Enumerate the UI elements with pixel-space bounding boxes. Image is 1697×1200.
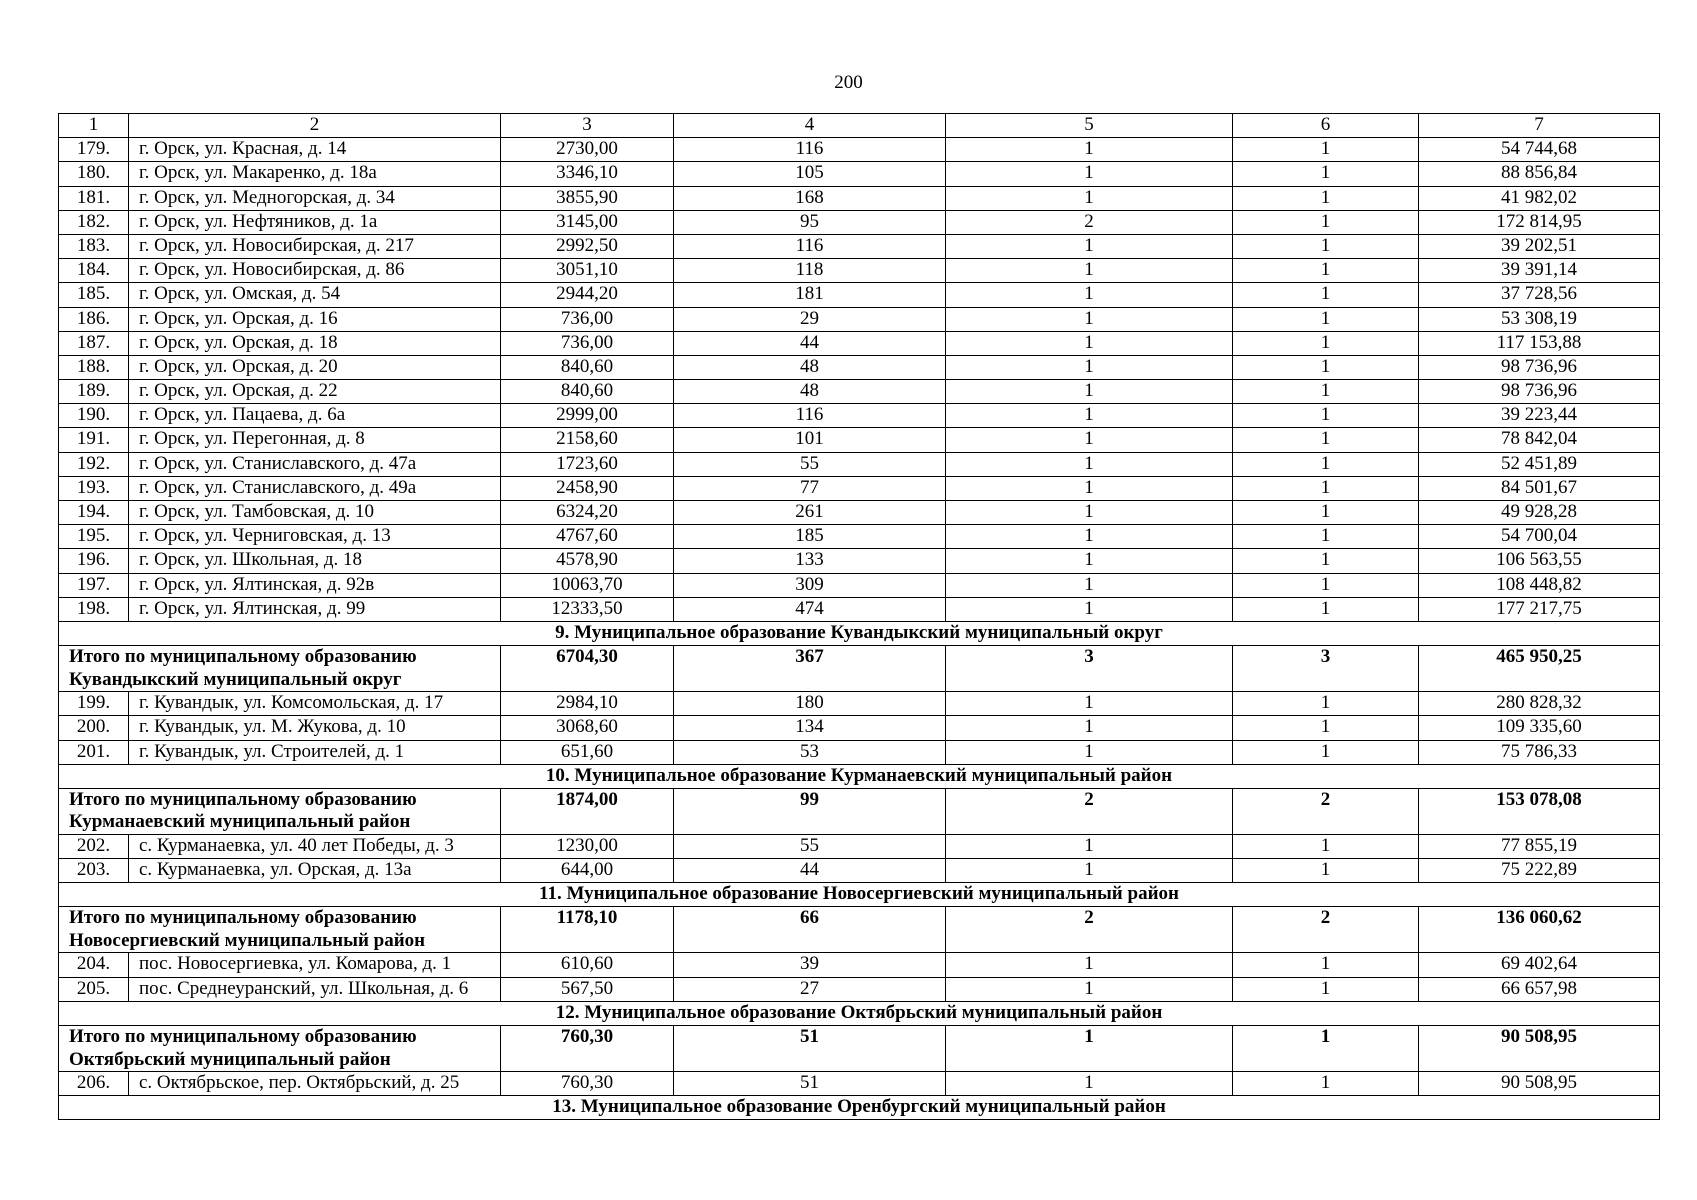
address-cell: г. Орск, ул. Нефтяников, д. 1а xyxy=(129,210,501,234)
residents-cell: 39 xyxy=(674,953,946,977)
count-cell: 1 xyxy=(946,380,1233,404)
table-row xyxy=(59,404,1660,428)
page-number: 200 xyxy=(834,72,863,93)
table-row xyxy=(59,549,1660,573)
section-heading-row xyxy=(59,1096,1660,1120)
header-cell: 1 xyxy=(59,114,129,138)
address-cell: г. Орск, ул. Тамбовская, д. 10 xyxy=(129,501,501,525)
section-title: 10. Муниципальное образование Курманаевский муниципальный район xyxy=(59,764,1660,788)
count-cell: 1 xyxy=(1233,573,1419,597)
amount-cell: 108 448,82 xyxy=(1419,573,1660,597)
address-cell: г. Орск, ул. Пацаева, д. 6а xyxy=(129,404,501,428)
area-cell: 2730,00 xyxy=(501,138,674,162)
count-cell: 1 xyxy=(1233,977,1419,1001)
area-cell: 4767,60 xyxy=(501,525,674,549)
table-row xyxy=(59,525,1660,549)
count-cell: 1 xyxy=(1233,1072,1419,1096)
residents-cell: 116 xyxy=(674,404,946,428)
residents-cell: 27 xyxy=(674,977,946,1001)
count-cell: 1 xyxy=(946,525,1233,549)
count-cell: 1 xyxy=(946,692,1233,716)
area-cell: 760,30 xyxy=(501,1072,674,1096)
count-cell: 1 xyxy=(1233,186,1419,210)
table-row xyxy=(59,977,1660,1001)
area-cell: 3346,10 xyxy=(501,162,674,186)
amount-cell: 177 217,75 xyxy=(1419,597,1660,621)
area-cell: 651,60 xyxy=(501,740,674,764)
amount-cell: 54 700,04 xyxy=(1419,525,1660,549)
count-cell: 1 xyxy=(946,186,1233,210)
residents-cell: 134 xyxy=(674,716,946,740)
subtotal-label-line: Новосергиевский муниципальный район xyxy=(69,929,426,951)
subtotal-area: 1874,00 xyxy=(501,788,674,834)
row-number: 198. xyxy=(59,597,129,621)
table-row xyxy=(59,476,1660,500)
row-number: 203. xyxy=(59,859,129,883)
residents-cell: 44 xyxy=(674,331,946,355)
count-cell: 1 xyxy=(946,283,1233,307)
table-row xyxy=(59,186,1660,210)
count-cell: 1 xyxy=(946,476,1233,500)
subtotal-label-line: Итого по муниципальному образованию xyxy=(69,907,417,929)
residents-cell: 185 xyxy=(674,525,946,549)
table-row xyxy=(59,380,1660,404)
subtotal-label xyxy=(59,788,501,834)
address-cell: г. Кувандык, ул. Строителей, д. 1 xyxy=(129,740,501,764)
residents-cell: 261 xyxy=(674,501,946,525)
count-cell: 1 xyxy=(1233,549,1419,573)
amount-cell: 280 828,32 xyxy=(1419,692,1660,716)
count-cell: 1 xyxy=(946,859,1233,883)
row-number: 185. xyxy=(59,283,129,307)
count-cell: 1 xyxy=(1233,525,1419,549)
table-row xyxy=(59,597,1660,621)
subtotal-residents: 51 xyxy=(674,1026,946,1072)
residents-cell: 29 xyxy=(674,307,946,331)
row-number: 191. xyxy=(59,428,129,452)
table-row xyxy=(59,162,1660,186)
area-cell: 2158,60 xyxy=(501,428,674,452)
residents-cell: 116 xyxy=(674,234,946,258)
data-table xyxy=(58,113,1660,1120)
count-cell: 1 xyxy=(946,573,1233,597)
residents-cell: 133 xyxy=(674,549,946,573)
count-cell: 1 xyxy=(1233,834,1419,858)
residents-cell: 51 xyxy=(674,1072,946,1096)
address-cell: г. Орск, ул. Станиславского, д. 47а xyxy=(129,452,501,476)
subtotal-amount: 90 508,95 xyxy=(1419,1026,1660,1072)
amount-cell: 84 501,67 xyxy=(1419,476,1660,500)
row-number: 180. xyxy=(59,162,129,186)
header-cell: 3 xyxy=(501,114,674,138)
row-number: 193. xyxy=(59,476,129,500)
count-cell: 1 xyxy=(946,307,1233,331)
area-cell: 2999,00 xyxy=(501,404,674,428)
amount-cell: 106 563,55 xyxy=(1419,549,1660,573)
residents-cell: 53 xyxy=(674,740,946,764)
header-row xyxy=(59,114,1660,138)
area-cell: 567,50 xyxy=(501,977,674,1001)
section-heading-row xyxy=(59,621,1660,645)
subtotal-label xyxy=(59,646,501,692)
row-number: 196. xyxy=(59,549,129,573)
count-cell: 1 xyxy=(1233,740,1419,764)
address-cell: г. Орск, ул. Школьная, д. 18 xyxy=(129,549,501,573)
residents-cell: 105 xyxy=(674,162,946,186)
count-cell: 1 xyxy=(946,404,1233,428)
area-cell: 2984,10 xyxy=(501,692,674,716)
amount-cell: 53 308,19 xyxy=(1419,307,1660,331)
count-cell: 1 xyxy=(946,452,1233,476)
amount-cell: 69 402,64 xyxy=(1419,953,1660,977)
address-cell: г. Орск, ул. Омская, д. 54 xyxy=(129,283,501,307)
row-number: 187. xyxy=(59,331,129,355)
count-cell: 1 xyxy=(1233,716,1419,740)
table-row xyxy=(59,428,1660,452)
address-cell: пос. Среднеуранский, ул. Школьная, д. 6 xyxy=(129,977,501,1001)
area-cell: 840,60 xyxy=(501,355,674,379)
row-number: 181. xyxy=(59,186,129,210)
section-heading-row xyxy=(59,1001,1660,1025)
address-cell: г. Орск, ул. Черниговская, д. 13 xyxy=(129,525,501,549)
row-number: 197. xyxy=(59,573,129,597)
row-number: 206. xyxy=(59,1072,129,1096)
row-number: 183. xyxy=(59,234,129,258)
row-number: 200. xyxy=(59,716,129,740)
section-heading-row xyxy=(59,883,1660,907)
count-cell: 1 xyxy=(946,597,1233,621)
row-number: 205. xyxy=(59,977,129,1001)
address-cell: г. Орск, ул. Орская, д. 18 xyxy=(129,331,501,355)
row-number: 201. xyxy=(59,740,129,764)
subtotal-area: 760,30 xyxy=(501,1026,674,1072)
table-row xyxy=(59,573,1660,597)
count-cell: 1 xyxy=(1233,355,1419,379)
address-cell: г. Кувандык, ул. М. Жукова, д. 10 xyxy=(129,716,501,740)
row-number: 192. xyxy=(59,452,129,476)
table-row xyxy=(59,716,1660,740)
residents-cell: 118 xyxy=(674,259,946,283)
subtotal-row xyxy=(59,907,1660,953)
residents-cell: 55 xyxy=(674,834,946,858)
subtotal-area: 6704,30 xyxy=(501,646,674,692)
area-cell: 2992,50 xyxy=(501,234,674,258)
subtotal-label xyxy=(59,1026,501,1072)
address-cell: г. Орск, ул. Макаренко, д. 18а xyxy=(129,162,501,186)
area-cell: 3068,60 xyxy=(501,716,674,740)
count-cell: 2 xyxy=(946,210,1233,234)
count-cell: 1 xyxy=(1233,476,1419,500)
row-number: 190. xyxy=(59,404,129,428)
count-cell: 1 xyxy=(1233,283,1419,307)
amount-cell: 98 736,96 xyxy=(1419,355,1660,379)
area-cell: 2944,20 xyxy=(501,283,674,307)
count-cell: 1 xyxy=(1233,259,1419,283)
address-cell: г. Орск, ул. Станиславского, д. 49а xyxy=(129,476,501,500)
amount-cell: 117 153,88 xyxy=(1419,331,1660,355)
address-cell: г. Орск, ул. Ялтинская, д. 99 xyxy=(129,597,501,621)
count-cell: 1 xyxy=(1233,234,1419,258)
table-row xyxy=(59,138,1660,162)
subtotal-row xyxy=(59,646,1660,692)
subtotal-label xyxy=(59,907,501,953)
subtotal-row xyxy=(59,788,1660,834)
count-cell: 1 xyxy=(946,740,1233,764)
row-number: 204. xyxy=(59,953,129,977)
subtotal-label-line: Итого по муниципальному образованию xyxy=(69,1026,417,1047)
table-row xyxy=(59,331,1660,355)
count-cell: 1 xyxy=(1233,452,1419,476)
subtotal-residents: 367 xyxy=(674,646,946,692)
residents-cell: 77 xyxy=(674,476,946,500)
amount-cell: 90 508,95 xyxy=(1419,1072,1660,1096)
amount-cell: 41 982,02 xyxy=(1419,186,1660,210)
table-body xyxy=(59,114,1660,1120)
count-cell: 1 xyxy=(1233,162,1419,186)
amount-cell: 172 814,95 xyxy=(1419,210,1660,234)
count-cell: 1 xyxy=(946,355,1233,379)
amount-cell: 78 842,04 xyxy=(1419,428,1660,452)
table-row xyxy=(59,307,1660,331)
amount-cell: 39 202,51 xyxy=(1419,234,1660,258)
residents-cell: 55 xyxy=(674,452,946,476)
address-cell: г. Орск, ул. Медногорская, д. 34 xyxy=(129,186,501,210)
table-row xyxy=(59,210,1660,234)
address-cell: г. Орск, ул. Орская, д. 22 xyxy=(129,380,501,404)
row-number: 182. xyxy=(59,210,129,234)
table-row xyxy=(59,859,1660,883)
count-cell: 1 xyxy=(1233,331,1419,355)
amount-cell: 75 222,89 xyxy=(1419,859,1660,883)
row-number: 184. xyxy=(59,259,129,283)
table-row xyxy=(59,501,1660,525)
subtotal-label-line: Курманаевский муниципальный район xyxy=(69,811,411,833)
address-cell: с. Курманаевка, ул. Орская, д. 13а xyxy=(129,859,501,883)
address-cell: с. Курманаевка, ул. 40 лет Победы, д. 3 xyxy=(129,834,501,858)
area-cell: 610,60 xyxy=(501,953,674,977)
table-row xyxy=(59,692,1660,716)
amount-cell: 109 335,60 xyxy=(1419,716,1660,740)
table-row xyxy=(59,234,1660,258)
table-row xyxy=(59,259,1660,283)
count-cell: 1 xyxy=(1233,692,1419,716)
count-cell: 1 xyxy=(946,953,1233,977)
count-cell: 1 xyxy=(1233,428,1419,452)
address-cell: пос. Новосергиевка, ул. Комарова, д. 1 xyxy=(129,953,501,977)
section-title: 11. Муниципальное образование Новосергиевский муниципальный район xyxy=(59,883,1660,907)
count-cell: 1 xyxy=(946,549,1233,573)
table-row xyxy=(59,283,1660,307)
subtotal-count: 3 xyxy=(1233,646,1419,692)
address-cell: г. Орск, ул. Орская, д. 16 xyxy=(129,307,501,331)
address-cell: с. Октябрьское, пер. Октябрьский, д. 25 xyxy=(129,1072,501,1096)
row-number: 189. xyxy=(59,380,129,404)
header-cell: 7 xyxy=(1419,114,1660,138)
residents-cell: 474 xyxy=(674,597,946,621)
area-cell: 6324,20 xyxy=(501,501,674,525)
subtotal-label-line: Итого по муниципальному образованию xyxy=(69,788,417,810)
row-number: 194. xyxy=(59,501,129,525)
count-cell: 1 xyxy=(946,428,1233,452)
count-cell: 1 xyxy=(1233,953,1419,977)
address-cell: г. Орск, ул. Орская, д. 20 xyxy=(129,355,501,379)
subtotal-amount: 465 950,25 xyxy=(1419,646,1660,692)
table-row xyxy=(59,834,1660,858)
amount-cell: 39 391,14 xyxy=(1419,259,1660,283)
table-row xyxy=(59,953,1660,977)
count-cell: 1 xyxy=(1233,597,1419,621)
area-cell: 736,00 xyxy=(501,331,674,355)
header-cell: 2 xyxy=(129,114,501,138)
residents-cell: 48 xyxy=(674,380,946,404)
row-number: 202. xyxy=(59,834,129,858)
subtotal-label-line: Октябрьский муниципальный район xyxy=(69,1048,391,1070)
residents-cell: 116 xyxy=(674,138,946,162)
address-cell: г. Орск, ул. Ялтинская, д. 92в xyxy=(129,573,501,597)
area-cell: 2458,90 xyxy=(501,476,674,500)
count-cell: 1 xyxy=(946,1072,1233,1096)
subtotal-count: 1 xyxy=(946,1026,1233,1072)
header-cell: 6 xyxy=(1233,114,1419,138)
count-cell: 1 xyxy=(946,834,1233,858)
residents-cell: 48 xyxy=(674,355,946,379)
area-cell: 4578,90 xyxy=(501,549,674,573)
area-cell: 3145,00 xyxy=(501,210,674,234)
area-cell: 3855,90 xyxy=(501,186,674,210)
subtotal-area: 1178,10 xyxy=(501,907,674,953)
subtotal-count: 2 xyxy=(1233,907,1419,953)
amount-cell: 66 657,98 xyxy=(1419,977,1660,1001)
count-cell: 1 xyxy=(1233,859,1419,883)
row-number: 186. xyxy=(59,307,129,331)
amount-cell: 52 451,89 xyxy=(1419,452,1660,476)
area-cell: 3051,10 xyxy=(501,259,674,283)
residents-cell: 101 xyxy=(674,428,946,452)
count-cell: 1 xyxy=(946,331,1233,355)
residents-cell: 309 xyxy=(674,573,946,597)
subtotal-count: 2 xyxy=(1233,788,1419,834)
count-cell: 1 xyxy=(1233,138,1419,162)
residents-cell: 180 xyxy=(674,692,946,716)
subtotal-residents: 99 xyxy=(674,788,946,834)
count-cell: 1 xyxy=(946,716,1233,740)
address-cell: г. Кувандык, ул. Комсомольская, д. 17 xyxy=(129,692,501,716)
table-row xyxy=(59,740,1660,764)
residents-cell: 181 xyxy=(674,283,946,307)
count-cell: 1 xyxy=(946,259,1233,283)
row-number: 188. xyxy=(59,355,129,379)
count-cell: 1 xyxy=(946,138,1233,162)
table-row xyxy=(59,1072,1660,1096)
header-cell: 5 xyxy=(946,114,1233,138)
residents-cell: 168 xyxy=(674,186,946,210)
amount-cell: 98 736,96 xyxy=(1419,380,1660,404)
table-row xyxy=(59,452,1660,476)
section-title: 13. Муниципальное образование Оренбургский муниципальный район xyxy=(59,1096,1660,1120)
count-cell: 1 xyxy=(1233,404,1419,428)
amount-cell: 49 928,28 xyxy=(1419,501,1660,525)
subtotal-residents: 66 xyxy=(674,907,946,953)
row-number: 199. xyxy=(59,692,129,716)
count-cell: 1 xyxy=(1233,307,1419,331)
area-cell: 1723,60 xyxy=(501,452,674,476)
address-cell: г. Орск, ул. Новосибирская, д. 217 xyxy=(129,234,501,258)
section-title: 12. Муниципальное образование Октябрьский муниципальный район xyxy=(59,1001,1660,1025)
subtotal-label-line: Кувандыкский муниципальный округ xyxy=(69,668,402,690)
count-cell: 1 xyxy=(946,234,1233,258)
count-cell: 1 xyxy=(1233,210,1419,234)
amount-cell: 39 223,44 xyxy=(1419,404,1660,428)
amount-cell: 88 856,84 xyxy=(1419,162,1660,186)
section-heading-row xyxy=(59,764,1660,788)
residents-cell: 44 xyxy=(674,859,946,883)
address-cell: г. Орск, ул. Новосибирская, д. 86 xyxy=(129,259,501,283)
area-cell: 1230,00 xyxy=(501,834,674,858)
address-cell: г. Орск, ул. Перегонная, д. 8 xyxy=(129,428,501,452)
amount-cell: 37 728,56 xyxy=(1419,283,1660,307)
subtotal-count: 2 xyxy=(946,788,1233,834)
subtotal-amount: 136 060,62 xyxy=(1419,907,1660,953)
count-cell: 1 xyxy=(946,162,1233,186)
count-cell: 1 xyxy=(946,501,1233,525)
area-cell: 10063,70 xyxy=(501,573,674,597)
table-row xyxy=(59,355,1660,379)
subtotal-row xyxy=(59,1026,1660,1072)
row-number: 195. xyxy=(59,525,129,549)
subtotal-count: 3 xyxy=(946,646,1233,692)
residents-cell: 95 xyxy=(674,210,946,234)
count-cell: 1 xyxy=(946,977,1233,1001)
amount-cell: 77 855,19 xyxy=(1419,834,1660,858)
area-cell: 840,60 xyxy=(501,380,674,404)
address-cell: г. Орск, ул. Красная, д. 14 xyxy=(129,138,501,162)
amount-cell: 54 744,68 xyxy=(1419,138,1660,162)
subtotal-count: 2 xyxy=(946,907,1233,953)
row-number: 179. xyxy=(59,138,129,162)
header-cell: 4 xyxy=(674,114,946,138)
area-cell: 12333,50 xyxy=(501,597,674,621)
subtotal-count: 1 xyxy=(1233,1026,1419,1072)
subtotal-label-line: Итого по муниципальному образованию xyxy=(69,646,417,668)
count-cell: 1 xyxy=(1233,501,1419,525)
count-cell: 1 xyxy=(1233,380,1419,404)
subtotal-amount: 153 078,08 xyxy=(1419,788,1660,834)
amount-cell: 75 786,33 xyxy=(1419,740,1660,764)
area-cell: 736,00 xyxy=(501,307,674,331)
area-cell: 644,00 xyxy=(501,859,674,883)
section-title: 9. Муниципальное образование Кувандыкский муниципальный округ xyxy=(59,621,1660,645)
